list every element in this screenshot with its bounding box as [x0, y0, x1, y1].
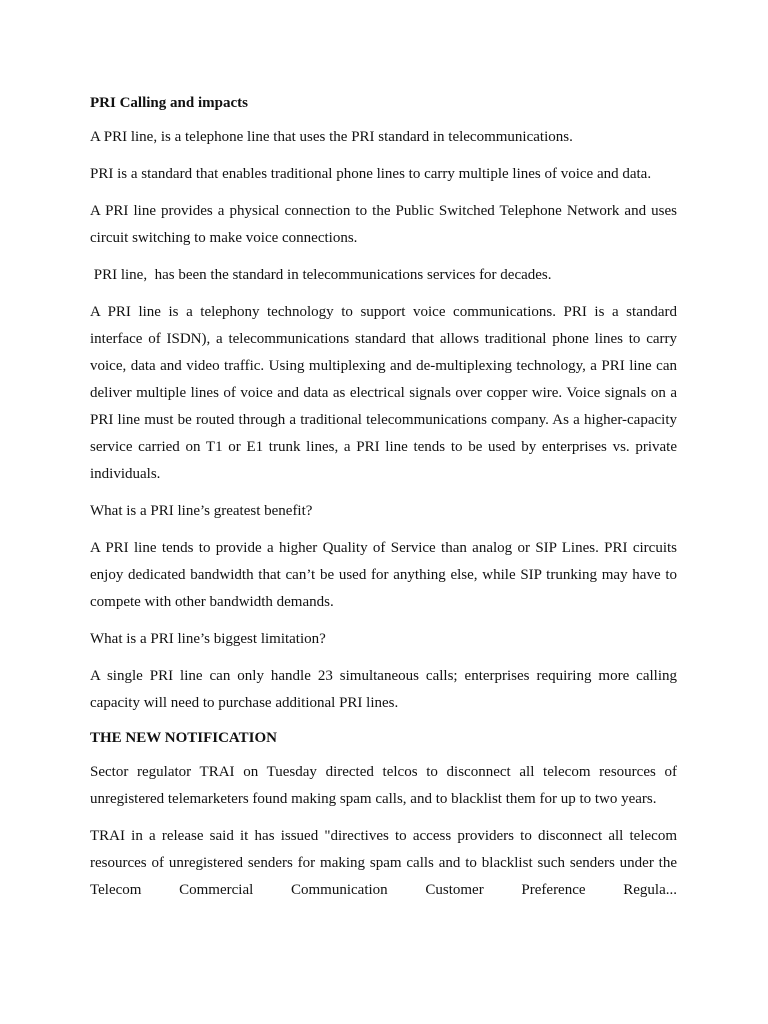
paragraph-8: Sector regulator TRAI on Tuesday directed telcos to disconnect all telecom resources of unregistered telemarketers found making spam calls, and to blacklist them for up to two years. [90, 764, 677, 807]
question-2: What is a PRI line’s biggest limitation? [90, 631, 326, 647]
paragraph-7: A single PRI line can only handle 23 simultaneous calls; enterprises requiring more calling capacity will need to purchase additional PRI lines. [90, 668, 677, 711]
question-1: What is a PRI line’s greatest benefit? [90, 503, 313, 519]
paragraph-1: A PRI line, is a telephone line that uses the PRI standard in telecommunications. [90, 129, 573, 145]
paragraph-3: A PRI line provides a physical connection to the Public Switched Telephone Network and uses circuit switching to make voice connections. [90, 203, 677, 246]
paragraph-5: A PRI line is a telephony technology to support voice communications. PRI is a standard interface of ISDN), a telecommunications standard that allows traditional phone lines to carry voice, data and video traffic. Using multiplexing and de-multiplexing technology, a PRI line can deliver multiple lines of voice and data as electrical signals over copper wire. Voice signals on a PRI line must be routed through a traditional telecommunications company. As a higher-capacity service carried on T1 or E1 trunk lines, a PRI line tends to be used by enterprises vs. private individuals. [90, 304, 677, 482]
paragraph-9: TRAI in a release said it has issued "directives to access providers to disconnect all telecom resources of unregistered senders for making spam calls and to blacklist such senders under the Telecom Commercial Communication Customer Preference Regula... [90, 828, 677, 898]
document-page [90, 92, 677, 914]
heading-pri-calling: PRI Calling and impacts [90, 95, 248, 111]
paragraph-2: PRI is a standard that enables traditional phone lines to carry multiple lines of voice and data. [90, 166, 652, 182]
paragraph-4: PRI line, has been the standard in telecommunications services for decades. [90, 267, 552, 283]
paragraph-6: A PRI line tends to provide a higher Quality of Service than analog or SIP Lines. PRI circuits enjoy dedicated bandwidth that can’t be used for anything else, while SIP trunking may have to compete with other bandwidth demands. [90, 540, 677, 610]
heading-new-notification: THE NEW NOTIFICATION [90, 730, 277, 746]
